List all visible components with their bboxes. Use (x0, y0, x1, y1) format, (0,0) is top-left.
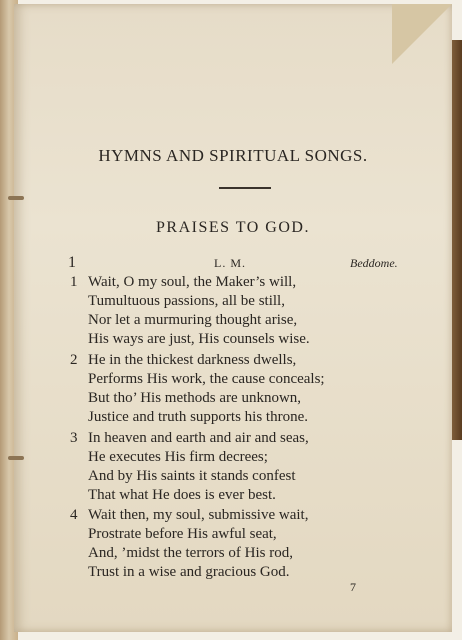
stanza-number: 2 (70, 352, 78, 368)
stanza-line: His ways are just, His counsels wise. (88, 331, 310, 347)
stanza-line: That what He does is ever best. (88, 487, 276, 503)
stanza-line: Tumultuous passions, all be still, (88, 293, 285, 309)
page-text (14, 0, 452, 628)
stanza-line: He in the thickest darkness dwells, (88, 352, 297, 368)
stanza-line: But tho’ His methods are unknown, (88, 390, 302, 406)
stanza-line: In heaven and earth and air and seas, (88, 430, 309, 446)
title-rule (219, 187, 271, 189)
page-number: 7 (350, 580, 356, 594)
hymn-number: 1 (68, 254, 76, 271)
stanza-line: Wait then, my soul, submissive wait, (88, 507, 309, 523)
stanza-line: And by His saints it stands confest (88, 468, 296, 484)
stanza-line: Wait, O my soul, the Maker’s will, (88, 274, 297, 290)
book-title: HYMNS AND SPIRITUAL SONGS. (98, 146, 368, 165)
hymn-author: Beddome. (350, 256, 398, 270)
stanza-line: Justice and truth supports his throne. (88, 409, 308, 425)
stanza-number: 4 (70, 507, 78, 523)
stanza-line: Prostrate before His awful seat, (88, 526, 277, 542)
section-title: PRAISES TO GOD. (156, 219, 310, 236)
stanza-line: And, ’midst the terrors of His rod, (88, 545, 293, 561)
stanza-line: He executes His firm decrees; (88, 449, 268, 465)
stanza-number: 1 (70, 274, 78, 290)
stanza-line: Nor let a murmuring thought arise, (88, 312, 298, 328)
hymn-meter: L. M. (214, 256, 246, 270)
stanza-line: Performs His work, the cause conceals; (88, 371, 325, 387)
stanza-number: 3 (70, 430, 78, 446)
stanza-line: Trust in a wise and gracious God. (88, 564, 290, 580)
